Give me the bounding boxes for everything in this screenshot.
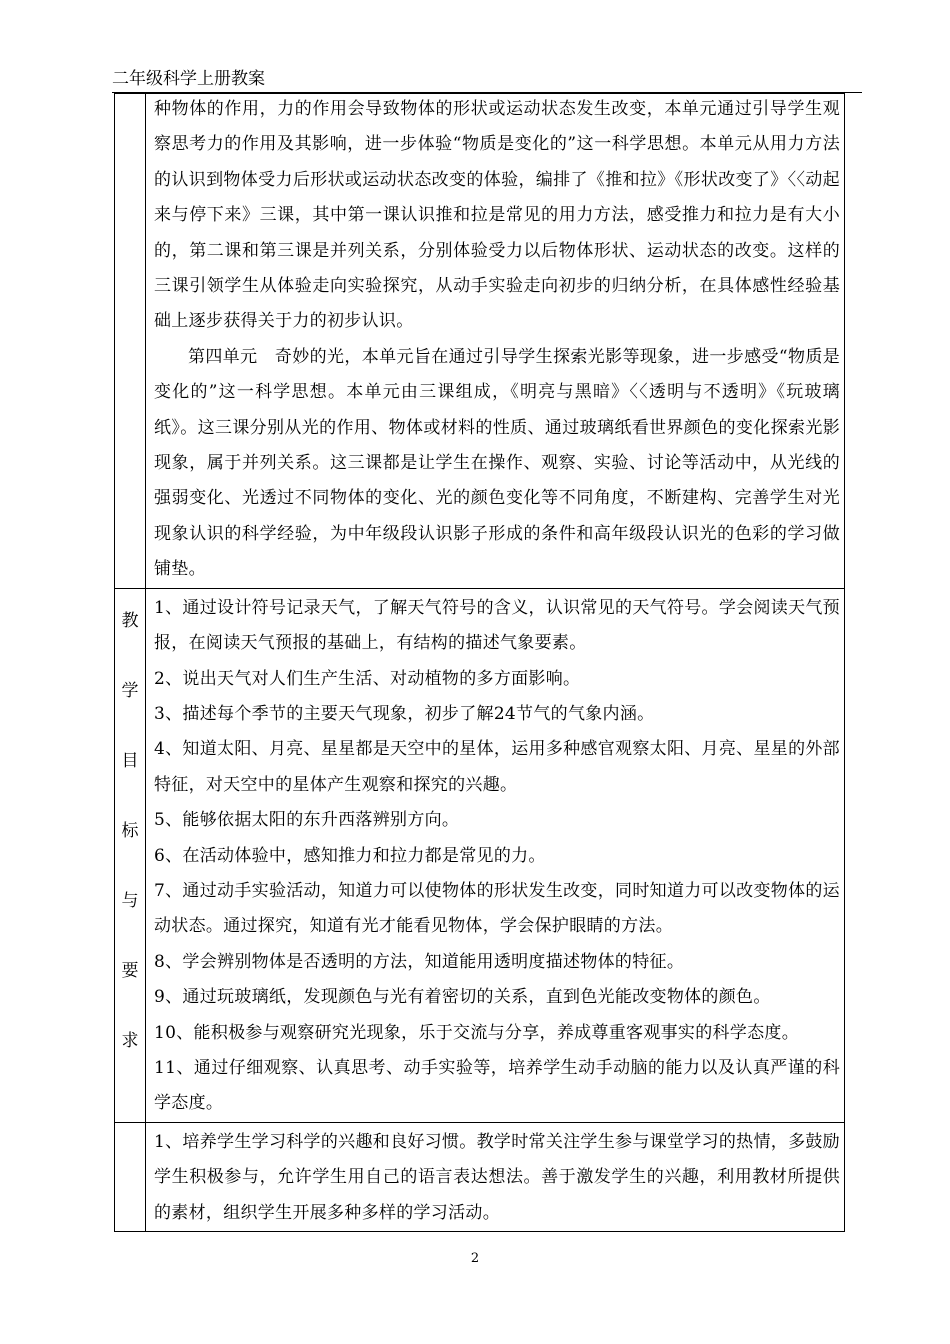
label-char: 标 — [121, 820, 139, 841]
row-label-cell-teaching-goals — [115, 588, 146, 1122]
table-row-unit-description — [115, 94, 845, 589]
label-char: 教 — [121, 610, 139, 631]
paragraph-unit-four: 第四单元 奇妙的光，本单元旨在通过引导学生探索光影等现象，进一步感受“物质是变化的”这一科学思想。本单元由三课组成，《明亮与黑暗》〈〈透明与不透明》《玩玻璃纸》。这三课分别从光的作用、物体或材料的性质、通过玻璃纸看世界颜色的变化探索光影现象，属于并列关系。这三课都是让学生在操作、观察、实验、讨论等活动中，从光线的强弱变化、光透过不同物体的变化、光的颜色变化等不同角度，不断建构、完善学生对光现象认识的科学经验，为中年级段认识影子形成的条件和高年级段认识光的色彩的学习做铺垫。 — [154, 346, 840, 580]
measure-item-1: 1、培养学生学习科学的兴趣和良好习惯。教学时常关注学生参与课堂学习的热情，多鼓励学生积极参与，允许学生用自己的语言表达想法。善于激发学生的兴趣，利用教材所提供的素材，组织学生开展多种多样的学习活动。 — [154, 1131, 840, 1223]
row-content-cell — [146, 1122, 845, 1231]
goal-item-2: 2、说出天气对人们生产生活、对动植物的多方面影响。 — [154, 668, 581, 689]
goal-item-7: 7、通过动手实验活动，知道力可以使物体的形状发生改变，同时知道力可以改变物体的运动状态。通过探究，知道有光才能看见物体，学会保护眼睛的方法。 — [154, 880, 840, 937]
goal-item-3: 3、描述每个季节的主要天气现象，初步了解24节气的气象内涵。 — [154, 703, 655, 724]
page-number: 2 — [470, 1251, 480, 1266]
goal-item-9: 9、通过玩玻璃纸，发现颜色与光有着密切的关系，直到色光能改变物体的颜色。 — [154, 987, 771, 1008]
goal-item-5: 5、能够依据太阳的东升西落辨别方向。 — [154, 810, 460, 831]
label-char: 与 — [121, 890, 139, 911]
table-row-teaching-measures — [115, 1122, 845, 1231]
label-char: 求 — [121, 1030, 139, 1051]
goal-item-4: 4、知道太阳、月亮、星星都是天空中的星体，运用多种感官观察太阳、月亮、星星的外部特征，对天空中的星体产生观察和探究的兴趣。 — [154, 739, 840, 795]
row-content-cell — [146, 94, 845, 589]
goal-item-10: 10、能积极参与观察研究光现象，乐于交流与分享，养成尊重客观事实的科学态度。 — [154, 1022, 800, 1043]
label-char: 学 — [121, 680, 139, 701]
paragraph-unit-three: 种物体的作用，力的作用会导致物体的形状或运动状态发生改变，本单元通过引导学生观察思考力的作用及其影响，进一步体验“物质是变化的”这一科学思想。本单元从用力方法的认识到物体受力后形状或运动状态改变的体验，编排了《推和拉》《形状改变了》〈〈动起来与停下来》三课，其中第一课认识推和拉是常见的用力方法，感受推力和拉力是有大小的，第二课和第三课是并列关系，分别体验受力以后物体形状、运动状态的改变。这样的三课引领学生从体验走向实验探究，从动手实验走向初步的归纳分析，在具体感性经验基础上逐步获得关于力的初步认识。 — [154, 99, 840, 332]
row-label-cell — [115, 94, 146, 589]
goal-item-11: 11、通过仔细观察、认真思考、动手实验等，培养学生动手动脑的能力以及认真严谨的科学态度。 — [154, 1057, 840, 1114]
table-row-teaching-goals — [115, 588, 845, 1122]
goal-item-8: 8、学会辨别物体是否透明的方法，知道能用透明度描述物体的特征。 — [154, 951, 685, 972]
goal-item-1: 1、通过设计符号记录天气，了解天气符号的含义，认识常见的天气符号。学会阅读天气预报，在阅读天气预报的基础上，有结构的描述气象要素。 — [154, 597, 840, 654]
row-label-cell — [115, 1122, 146, 1231]
label-char: 目 — [121, 750, 139, 771]
lesson-plan-table — [114, 93, 845, 1232]
vertical-label — [115, 589, 145, 1100]
row-content-cell-teaching-goals — [146, 588, 845, 1122]
document-header-title: 二年级科学上册教案 — [112, 69, 265, 89]
goal-item-6: 6、在活动体验中，感知推力和拉力都是常见的力。 — [154, 845, 546, 866]
label-char: 要 — [121, 960, 139, 981]
